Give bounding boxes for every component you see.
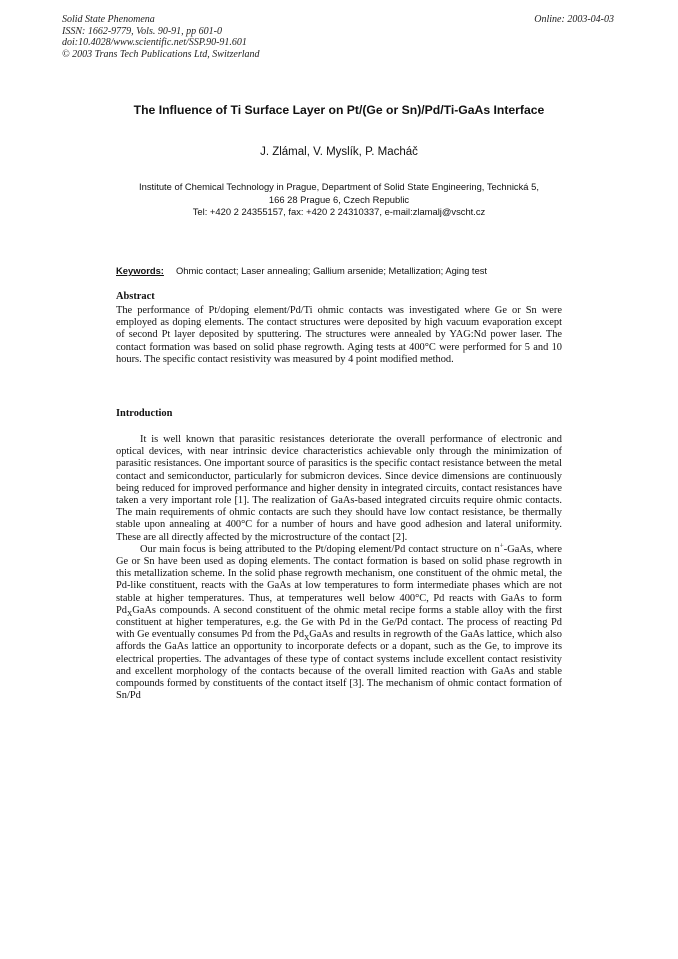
paper-title: The Influence of Ti Surface Layer on Pt/(Ge or Sn)/Pd/Ti-GaAs Interface <box>133 103 545 117</box>
contact-line: Tel: +420 2 24355157, fax: +420 2 24310337, e-mail:zlamalj@vscht.cz <box>192 206 486 217</box>
authors: J. Zlámal, V. Myslík, P. Macháč <box>260 146 418 158</box>
introduction-body <box>116 434 562 702</box>
intro-paragraph-2 <box>116 541 563 703</box>
abstract-heading: Abstract <box>116 291 155 302</box>
online-date: Online: 2003-04-03 <box>534 14 614 25</box>
subscript-x-1: X <box>126 609 133 618</box>
intro-paragraph-1: It is well known that parasitic resistances deteriorate the overall performance of electronic and optical devices, with near intrinsic device characteristics achievable only through the minimization of parasitic resistances. One important source of parasitics is the specific contact resistance between the metal contact and semiconductor, particularly for submicron devices. Since device dimensions are continuously being reduced for improved performance and higher density in integrated circuits, contact resistances have taken a very important role [1]. The realization of GaAs-based integrated circuits require ohmic contacts. The main requirements of ohmic contacts are such they should have low contact resistance, be thermally stable upon annealing at 400°C for a number of hours and have good adhesion and lateral uniformity. These are all directly affected by the microstructure of the contact [2]. <box>116 434 562 543</box>
affiliation <box>110 181 568 219</box>
affiliation-line-1: Institute of Chemical Technology in Prague, Department of Solid State Engineering, Technická 5, <box>139 181 539 192</box>
issn-line: ISSN: 1662-9779, Vols. 90-91, pp 601-0 <box>62 25 222 37</box>
doi-line: doi:10.4028/www.scientific.net/SSP.90-91.601 <box>62 37 247 48</box>
abstract-text: The performance of Pt/doping element/Pd/Ti ohmic contacts was investigated where Ge or Sn were employed as doping elements. The contact structures were deposited by high vacuum evaporation except of second Pt layer deposited by sputtering. The structures were annealed by YAG:Nd power laser. The contact formation was based on solid phase regrowth. Aging tests at 400°C were performed for 5 and 10 hours. The specific contact resistivity was measured by 4 point modified method. <box>116 305 562 365</box>
copyright-line: © 2003 Trans Tech Publications Ltd, Switzerland <box>62 48 260 60</box>
intro-p2-text-b: -GaAs, where Ge or Sn have been used as doping elements. The contact formation is based on solid phase regrowth in this metallization scheme. In the solid phase regrowth mechanism, one constituent of the ohmic metal, the Pd-like constituent, reacts with the GaAs at low temperatures to form intermediate phases which are not stable at higher temperatures. Thus, at temperatures well below 400°C, Pd reacts with GaAs to form Pd <box>116 543 563 616</box>
intro-p2-text-d: GaAs and results in regrowth of the GaAs lattice, which also affords the GaAs lattice an opportunity to incorporate defects or a dopant, such as the Ge, to improve its electrical properties. The advantages of these type of contact systems include excellent contact resistivity and excellent morphology of the contacts because of the overall limited reaction with GaAs and stable compounds formed by constituents of the contact itself [3]. The mechanism of ohmic contact formation of Sn/Pd <box>116 629 562 702</box>
affiliation-line-2: 166 28 Prague 6, Czech Republic <box>268 193 410 205</box>
keywords <box>116 265 487 276</box>
journal-header <box>62 14 260 60</box>
superscript-plus: + <box>499 541 504 550</box>
journal-name: Solid State Phenomena <box>62 14 155 25</box>
intro-p2-text-c: GaAs compounds. A second constituent of the ohmic metal recipe forms a stable alloy with the first constituent at higher temperatures, e.g. the Ge with Pd in the Ge/Pd contact. The process of reacting Pd with Ge eventually consumes Pd from the Pd <box>116 604 562 641</box>
keywords-text: Ohmic contact; Laser annealing; Gallium arsenide; Metallization; Aging test <box>175 265 488 276</box>
subscript-x-2: X <box>304 634 310 643</box>
keywords-label: Keywords: <box>116 265 164 276</box>
introduction-heading: Introduction <box>116 408 173 419</box>
intro-p2-text-a: Our main focus is being attributed to the Pt/doping element/Pd contact structure on n <box>140 543 500 555</box>
